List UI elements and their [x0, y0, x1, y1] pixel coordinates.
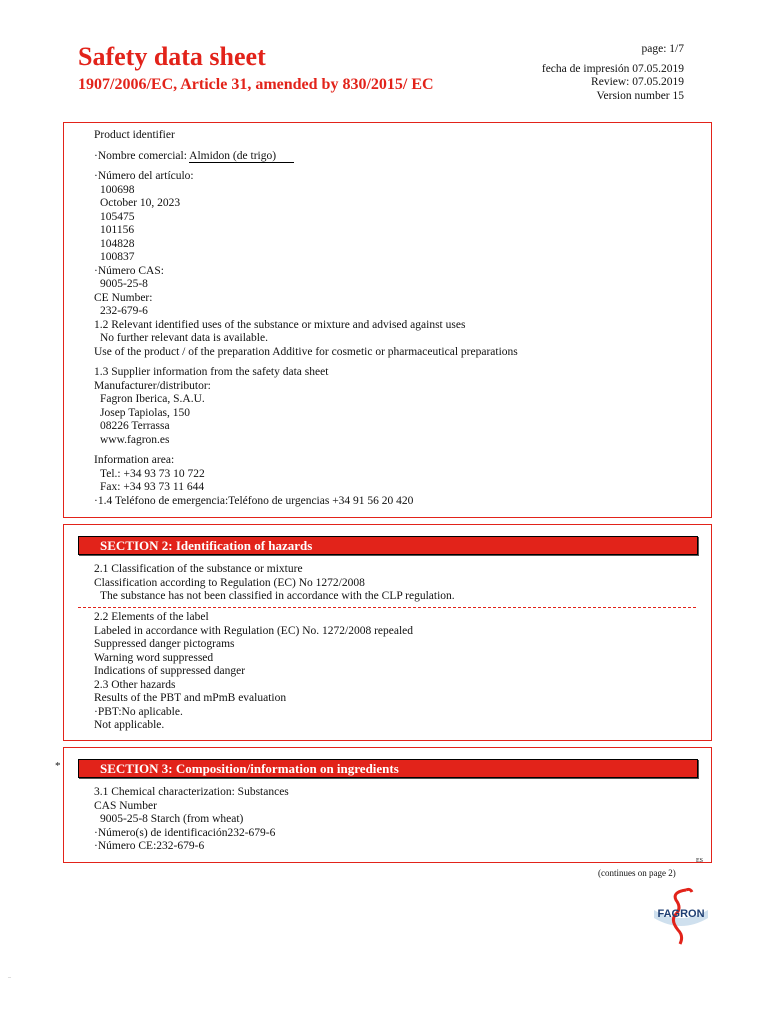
telephone: Tel.: +34 93 73 10 722: [100, 467, 205, 480]
info-area-label: Information area:: [94, 454, 175, 466]
section-2-heading: SECTION 2: Identification of hazards: [78, 536, 698, 555]
fagron-logo-icon: [646, 884, 716, 950]
cas-number-label: CAS Number: [94, 799, 157, 812]
uses-note: No further relevant data is available.: [100, 332, 268, 344]
fagron-logo: [646, 884, 716, 950]
article-number: 100698: [100, 183, 135, 196]
supplier-heading: 1.3 Supplier information from the safety data sheet: [94, 366, 329, 378]
ce-label: CE Number:: [94, 291, 153, 304]
fax: Fax: +34 93 73 11 644: [100, 481, 205, 493]
trade-name-row: [94, 150, 518, 164]
manufacturer-website: www.fagron.es: [100, 433, 170, 446]
article-number: October 10, 2023: [100, 197, 181, 209]
manufacturer-line: 08226 Terrassa: [100, 420, 170, 432]
pbt-value: ·PBT:No aplicable.: [94, 705, 183, 718]
manufacturer-line: Fagron Iberica, S.A.U.: [100, 393, 205, 405]
print-date: fecha de impresión 07.05.2019: [541, 63, 684, 75]
manufacturer-label: Manufacturer/distributor:: [94, 379, 211, 392]
revision-marker: *: [55, 760, 61, 772]
continues-note: (continues on page 2): [598, 868, 676, 878]
section-2-classification: [94, 563, 455, 604]
ce-number: ·Número CE:232-679-6: [94, 840, 205, 852]
cas-value: 9005-25-8: [100, 278, 148, 290]
not-applicable: Not applicable.: [94, 719, 165, 731]
section-divider: [78, 607, 696, 608]
article-number-label: ·Número del artículo:: [94, 170, 194, 182]
ce-value: 232-679-6: [100, 305, 148, 317]
trade-name-value: Almidon (de trigo): [189, 150, 294, 163]
review-date: Review: 07.05.2019: [591, 76, 684, 88]
pbt-evaluation-label: Results of the PBT and mPmB evaluation: [94, 692, 287, 704]
pictograms-note: Suppressed danger pictograms: [94, 638, 235, 650]
product-identifier-label: Product identifier: [94, 129, 175, 141]
use-of-product: Use of the product / of the preparation Additive for cosmetic or pharmaceutical preparations: [94, 345, 518, 358]
warning-word-note: Warning word suppressed: [94, 651, 214, 664]
danger-indications-note: Indications of suppressed danger: [94, 665, 246, 677]
document-title: Safety data sheet: [78, 42, 266, 71]
label-elements-heading: 2.2 Elements of the label: [94, 611, 209, 623]
identification-numbers: ·Número(s) de identificación232-679-6: [94, 826, 276, 839]
page-mark: –: [8, 975, 11, 981]
other-hazards-heading: 2.3 Other hazards: [94, 678, 176, 691]
article-number: 100837: [100, 251, 135, 263]
uses-heading: 1.2 Relevant identified uses of the substance or mixture and advised against uses: [94, 318, 466, 331]
logo-text: FAGRON: [657, 908, 705, 920]
chemical-characterization: 3.1 Chemical characterization: Substances: [94, 786, 289, 798]
section-2-label-elements: [94, 611, 413, 733]
article-number: 105475: [100, 210, 135, 223]
classification-heading: 2.1 Classification of the substance or mixture: [94, 563, 303, 575]
page-number: page: 1/7: [641, 43, 684, 55]
article-number: 104828: [100, 237, 135, 250]
language-code: ES: [696, 858, 704, 864]
classification-regulation: Classification according to Regulation (EC) No 1272/2008: [94, 576, 365, 589]
section-1-content: [94, 129, 518, 508]
section-3-heading: SECTION 3: Composition/information on ingredients: [78, 759, 698, 778]
label-regulation: Labeled in accordance with Regulation (EC) No. 1272/2008 repealed: [94, 624, 414, 637]
section-3-content: [94, 786, 289, 854]
classification-note: The substance has not been classified in accordance with the CLP regulation.: [100, 590, 455, 602]
cas-label: ·Número CAS:: [94, 264, 164, 277]
manufacturer-line: Josep Tapiolas, 150: [100, 406, 191, 419]
emergency-phone: ·1.4 Teléfono de emergencia:Teléfono de urgencias +34 91 56 20 420: [94, 494, 414, 507]
trade-name-label: ·Nombre comercial:: [94, 149, 187, 162]
document-subtitle: 1907/2006/EC, Article 31, amended by 830/2015/ EC: [78, 76, 434, 93]
article-number: 101156: [100, 224, 135, 236]
version-number: Version number 15: [596, 90, 684, 102]
cas-substance-line: 9005-25-8 Starch (from wheat): [100, 813, 244, 825]
